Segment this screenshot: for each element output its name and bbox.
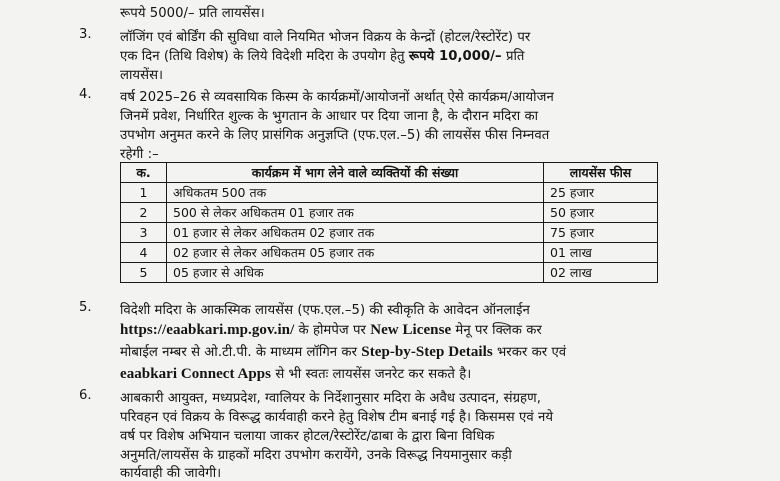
- table-row: [121, 203, 658, 223]
- header-participants: कार्यक्रम में भाग लेने वाले व्यक्तियों की संख्या: [167, 163, 544, 183]
- item-3-line-2-text: एक दिन (तिथि विशेष) के लिये विदेशी मदिरा के उपयोग हेतु: [120, 49, 409, 64]
- item-5-line-2-end: मेनू पर क्लिक कर: [451, 323, 542, 338]
- item-6-line-1: आबकारी आयुक्त, मध्यप्रदेश, ग्वालियर के निर्देशानुसार मदिरा के अवैध उत्पादन, संग्रहण,: [120, 391, 541, 406]
- table-row: [121, 183, 658, 203]
- table-row: [121, 263, 658, 283]
- item-4-line-2: जिनमें प्रवेश, निर्धारित शुल्क के भुगतान के आधार पर दिया जाना है, के दौरान मदिरा का: [120, 109, 539, 124]
- row-participants: अधिकतम 500 तक: [167, 183, 544, 203]
- row-fee: 75 हजार: [544, 223, 658, 243]
- row-serial: 4: [121, 243, 167, 263]
- row-fee: 25 हजार: [544, 183, 658, 203]
- table-row: [121, 223, 658, 243]
- item-3-line-1: लॉजिंग एवं बोर्डिंग की सुविधा वाले नियमित भोजन विक्रय के केन्द्रों (होटल/रेस्टोरेंट) पर: [120, 30, 531, 45]
- new-license-menu-label: New License: [370, 322, 452, 338]
- item-5-line-2-text: के होमपेज पर: [294, 323, 371, 338]
- row-participants: 05 हजार से अधिक: [167, 263, 544, 283]
- license-fee-table: [120, 162, 658, 283]
- item-5-line-2: [120, 320, 542, 339]
- item-3-fee-amount: रूपये 10,000/–: [408, 49, 502, 64]
- item-5-number: 5.: [79, 300, 92, 315]
- item-5-line-3: [120, 342, 566, 361]
- item-6-line-5: कार्यवाही की जावेगी।: [120, 466, 222, 481]
- row-serial: 1: [121, 183, 167, 203]
- item-5-line-4: [120, 364, 471, 383]
- table-row: [121, 243, 658, 263]
- item-4-line-3: उपभोग अनुमत करने के लिए प्रासंगिक अनुज्ञप्ति (एफ.एल.–5) की लायसेंस फीस निम्नवत: [120, 128, 550, 143]
- item-4-line-4: रहेगी :–: [120, 147, 159, 162]
- item-4-line-1: वर्ष 2025–26 से व्यवसायिक किस्म के कार्यक्रमों/आयोजनों अर्थात् ऐसे कार्यक्रम/आयोजन: [120, 90, 554, 105]
- item-5-line-4-text: से भी स्वतः लायसेंस जनरेट कर सकते है।: [271, 367, 472, 382]
- item-3-number: 3.: [79, 27, 92, 42]
- item-3-line-2: [120, 46, 524, 64]
- step-by-step-label: Step-by-Step Details: [361, 344, 493, 360]
- row-participants: 500 से लेकर अधिकतम 01 हजार तक: [167, 203, 544, 223]
- top-fragment: रूपये 5000/– प्रति लायसेंस।: [120, 6, 265, 21]
- row-serial: 5: [121, 263, 167, 283]
- portal-url-link[interactable]: https://eaabkari.mp.gov.in/: [120, 322, 295, 338]
- row-fee: 02 लाख: [544, 263, 658, 283]
- row-serial: 2: [121, 203, 167, 223]
- item-6-number: 6.: [79, 388, 92, 403]
- item-6-line-2: परिवहन एवं विक्रय के विरूद्ध कार्यवाही करने हेतु विशेष टीम बनाई गई है। किसमस एवं नये: [120, 410, 554, 425]
- item-5-line-3-text: मोबाईल नम्बर से ओ.टी.पी. के माध्यम लॉगिन कर: [120, 345, 362, 360]
- item-5-line-1: विदेशी मदिरा के आकस्मिक लायसेंस (एफ.एल.–5) की स्वीकृति के आवेदन ऑनलाईन: [120, 303, 530, 318]
- item-4-number: 4.: [79, 87, 92, 102]
- row-fee: 01 लाख: [544, 243, 658, 263]
- item-6-line-3: वर्ष पर विशेष अभियान चलाया जाकर होटल/रेस्टोरेंट/ढाबा के द्वारा बिना विधिक: [120, 429, 495, 444]
- connect-app-label: eaabkari Connect Apps: [120, 366, 272, 382]
- header-license-fee: लायसेंस फीस: [544, 163, 658, 183]
- item-3-line-2-end: प्रति: [501, 49, 525, 64]
- row-serial: 3: [121, 223, 167, 243]
- item-6-line-4: अनुमति/लायसेंस के ग्राहकों मदिरा उपभोग करायेंगे, उनके विरूद्ध नियमानुसार कड़ी: [120, 448, 512, 463]
- row-fee: 50 हजार: [544, 203, 658, 223]
- header-serial: क.: [121, 163, 167, 183]
- item-5-line-3-end: भरकर कर एवं: [492, 345, 567, 360]
- row-participants: 02 हजार से लेकर अधिकतम 05 हजार तक: [167, 243, 544, 263]
- item-3-line-3: लायसेंस।: [120, 68, 164, 83]
- table-header-row: [121, 163, 658, 183]
- row-participants: 01 हजार से लेकर अधिकतम 02 हजार तक: [167, 223, 544, 243]
